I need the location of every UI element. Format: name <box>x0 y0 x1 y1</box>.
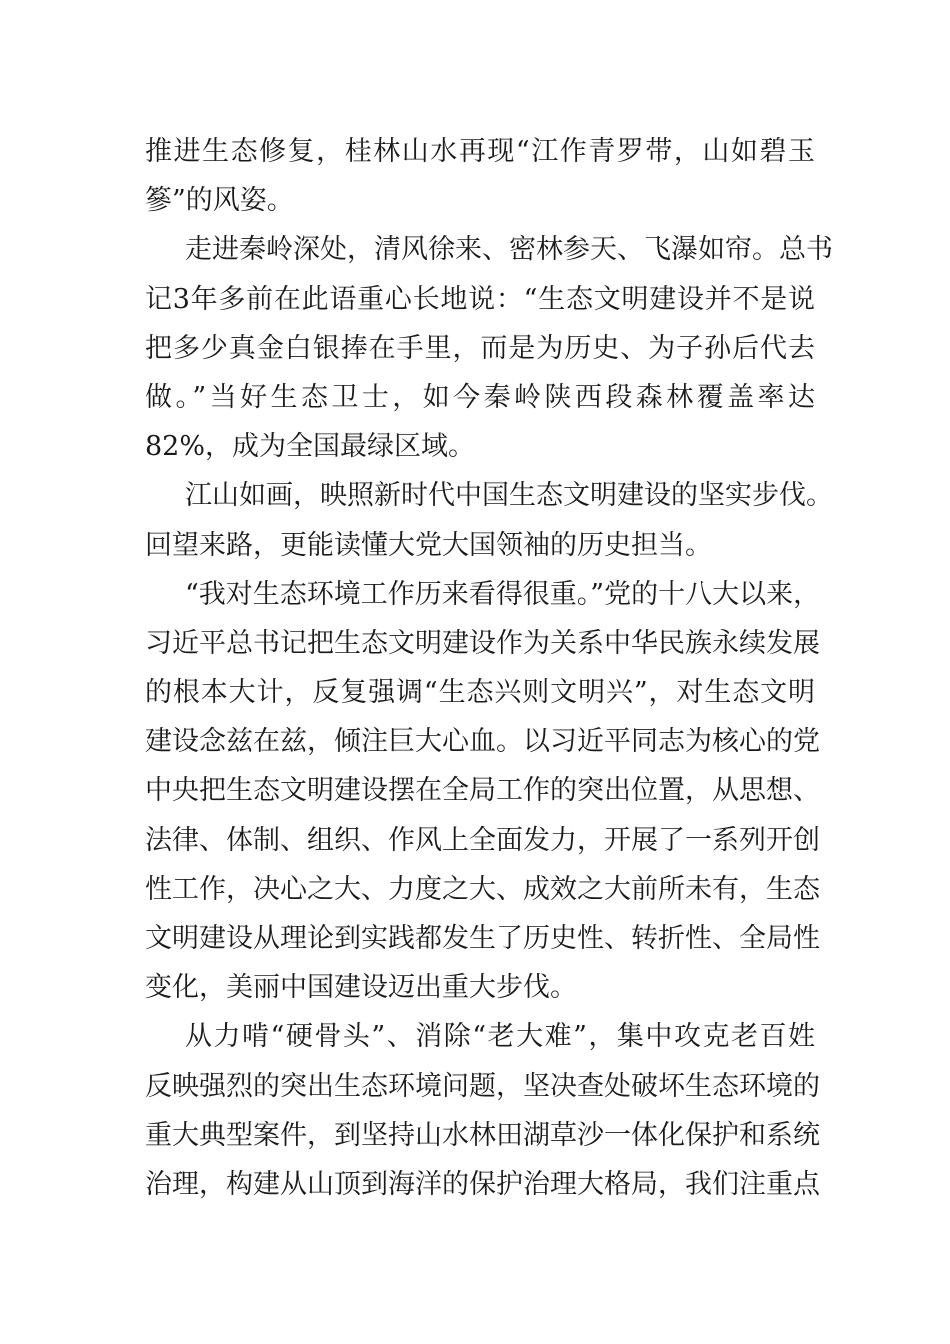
paragraph-4-line-6: 法律、体制、组织、作风上全面发力，开展了一系列开创 <box>145 824 820 856</box>
paragraph-2-line-4: 做。”当好生态卫士，如今秦岭陕西段森林覆盖率达 <box>145 381 815 413</box>
paragraph-4-line-3: 的根本大计，反复强调“生态兴则文明兴”，对生态文明 <box>145 677 815 709</box>
paragraph-2-line-1: 走进秦岭深处，清风徐来、密林参天、飞瀑如帘。总书 <box>185 234 833 266</box>
paragraph-4-line-8: 文明建设从理论到实践都发生了历史性、转折性、全局性 <box>145 923 820 954</box>
paragraph-2 <box>145 225 833 471</box>
paragraph-4-line-7: 性工作，决心之大、力度之大、成效之大前所未有，生态 <box>145 873 820 905</box>
paragraph-5-line-2: 反映强烈的突出生态环境问题，坚决查处破坏生态环境的 <box>145 1070 820 1102</box>
paragraph-5-line-3: 重大典型案件，到坚持山水林田湖草沙一体化保护和系统 <box>145 1119 820 1151</box>
paragraph-5-line-1: 从力啃“硬骨头”、消除“老大难”，集中攻克老百姓 <box>185 1021 815 1053</box>
paragraph-5-line-4: 治理，构建从山顶到海洋的保护治理大格局，我们注重点 <box>145 1168 820 1200</box>
paragraph-2-line-3: 把多少真金白银捧在手里，而是为历史、为子孙后代去 <box>145 332 815 364</box>
paragraph-1-line-1: 推进生态修复，桂林山水再现“江作青罗带，山如碧玉 <box>145 136 815 167</box>
paragraph-4-line-4: 建设念兹在兹，倾注巨大心血。以习近平同志为核心的党 <box>145 726 820 758</box>
paragraph-3 <box>145 471 833 569</box>
paragraph-3-line-2: 回望来路，更能读懂大党大国领袖的历史担当。 <box>145 529 712 561</box>
paragraph-3-line-1: 江山如画，映照新时代中国生态文明建设的坚实步伐。 <box>185 480 833 512</box>
paragraph-4-line-5: 中央把生态文明建设摆在全局工作的突出位置，从思想、 <box>145 775 820 807</box>
paragraph-4-line-1: “我对生态环境工作历来看得很重。”党的十八大以来， <box>185 578 821 610</box>
paragraph-2-line-2: 记3年多前在此语重心长地说：“生态文明建设并不是说 <box>145 283 815 315</box>
paragraph-4 <box>145 570 821 1013</box>
paragraph-2-line-5: 82%，成为全国最绿区域。 <box>145 431 476 463</box>
paragraph-4-line-9: 变化，美丽中国建设迈出重大步伐。 <box>145 972 577 1004</box>
paragraph-1 <box>145 127 815 225</box>
paragraph-1-line-2: 篸”的风姿。 <box>145 185 294 217</box>
document-body <box>145 127 833 1209</box>
paragraph-4-line-2: 习近平总书记把生态文明建设作为关系中华民族永续发展 <box>145 627 820 659</box>
paragraph-5 <box>145 1012 820 1209</box>
